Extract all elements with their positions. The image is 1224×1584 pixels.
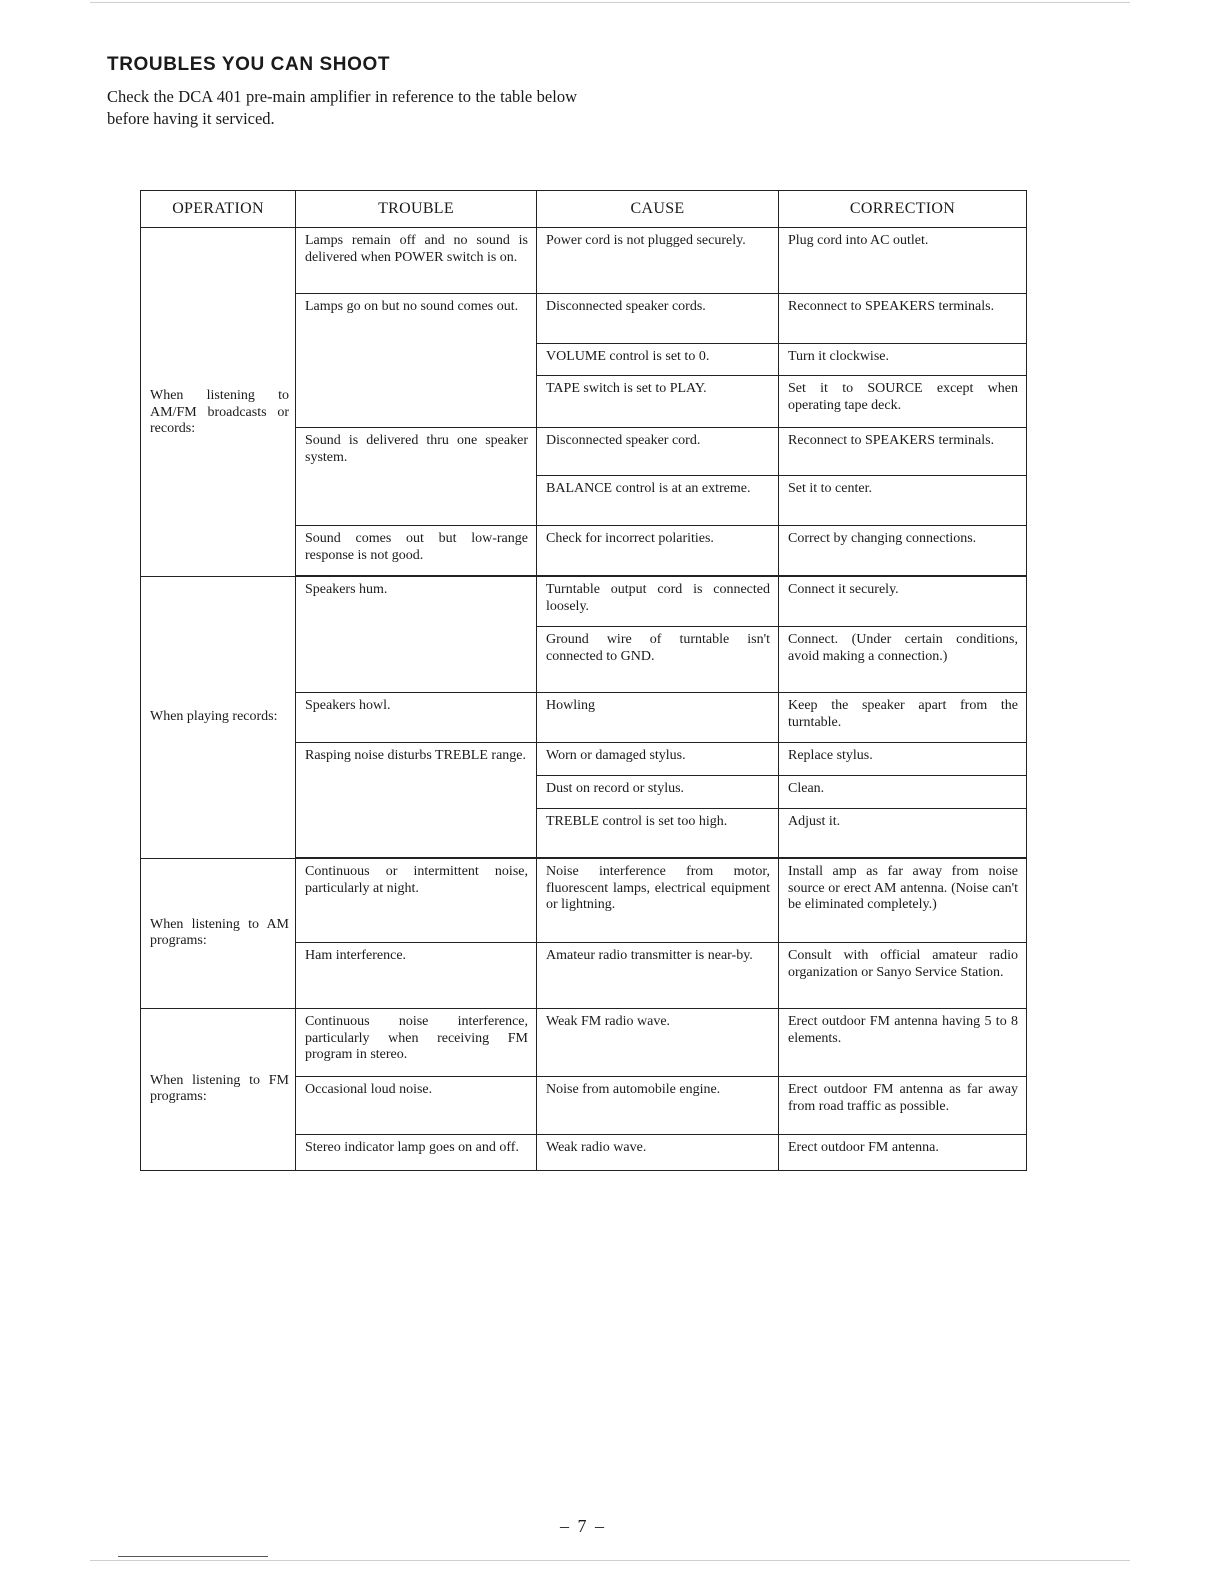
page-title: TROUBLES YOU CAN SHOOT <box>107 54 391 75</box>
intro-paragraph: Check the DCA 401 pre-main amplifier in reference to the table below before having it serviced. <box>107 87 577 128</box>
trouble-cell: Stereo indicator lamp goes on and off. <box>296 1135 537 1171</box>
correction-cell: Connect. (Under certain conditions, avoid making a connection.) <box>779 627 1027 693</box>
header-trouble: TROUBLE <box>296 191 537 228</box>
header-operation: OPERATION <box>141 191 296 228</box>
correction-cell: Reconnect to SPEAKERS terminals. <box>779 294 1027 344</box>
correction-cell: Connect it securely. <box>779 577 1027 627</box>
bottom-short-rule <box>118 1556 268 1557</box>
cause-cell: Disconnected speaker cords. <box>537 294 779 344</box>
cause-cell: Noise interference from motor, fluorescent lamps, electrical equipment or lightning. <box>537 859 779 943</box>
cause-cell: Disconnected speaker cord. <box>537 428 779 476</box>
top-rule <box>90 2 1130 3</box>
troubleshooting-table-container <box>140 190 1026 1171</box>
cause-cell: Check for incorrect polarities. <box>537 526 779 576</box>
cause-cell: Turntable output cord is connected loosely. <box>537 577 779 627</box>
cause-cell: Power cord is not plugged securely. <box>537 228 779 294</box>
cause-cell: Noise from automobile engine. <box>537 1077 779 1135</box>
header-cause: CAUSE <box>537 191 779 228</box>
operation-cell: When listening to AM/FM broadcasts or records: <box>141 228 296 577</box>
bottom-rule <box>90 1560 1130 1561</box>
header-correction: CORRECTION <box>779 191 1027 228</box>
cause-cell: TREBLE control is set too high. <box>537 809 779 858</box>
cause-cell: Worn or damaged stylus. <box>537 743 779 776</box>
trouble-cell: Speakers hum. <box>296 577 537 693</box>
trouble-cell: Sound is delivered thru one speaker system. <box>296 428 537 526</box>
table-row <box>141 228 1027 294</box>
trouble-cell: Continuous noise interference, particularly when receiving FM program in stereo. <box>296 1009 537 1077</box>
table-row <box>141 859 1027 943</box>
cause-cell: Howling <box>537 693 779 743</box>
correction-cell: Adjust it. <box>779 809 1027 858</box>
correction-cell: Keep the speaker apart from the turntable. <box>779 693 1027 743</box>
correction-cell: Erect outdoor FM antenna having 5 to 8 elements. <box>779 1009 1027 1077</box>
cause-cell: Weak radio wave. <box>537 1135 779 1171</box>
correction-cell: Install amp as far away from noise source or erect AM antenna. (Noise can't be eliminated completely.) <box>779 859 1027 943</box>
trouble-cell: Occasional loud noise. <box>296 1077 537 1135</box>
trouble-cell: Rasping noise disturbs TREBLE range. <box>296 743 537 858</box>
correction-cell: Reconnect to SPEAKERS terminals. <box>779 428 1027 476</box>
page-number: – 7 – <box>560 1516 606 1536</box>
cause-cell: Dust on record or stylus. <box>537 776 779 809</box>
correction-cell: Set it to SOURCE except when operating tape deck. <box>779 376 1027 428</box>
trouble-cell: Lamps go on but no sound comes out. <box>296 294 537 428</box>
correction-cell: Turn it clockwise. <box>779 344 1027 376</box>
correction-cell: Replace stylus. <box>779 743 1027 776</box>
correction-cell: Erect outdoor FM antenna. <box>779 1135 1027 1171</box>
trouble-cell: Continuous or intermittent noise, particularly at night. <box>296 859 537 943</box>
cause-cell: BALANCE control is at an extreme. <box>537 476 779 526</box>
correction-cell: Clean. <box>779 776 1027 809</box>
cause-cell: Ground wire of turntable isn't connected to GND. <box>537 627 779 693</box>
table-row <box>141 577 1027 627</box>
cause-cell: Weak FM radio wave. <box>537 1009 779 1077</box>
table-row <box>141 1009 1027 1077</box>
correction-cell: Correct by changing connections. <box>779 526 1027 576</box>
cause-cell: Amateur radio transmitter is near-by. <box>537 943 779 1009</box>
correction-cell: Consult with official amateur radio organization or Sanyo Service Station. <box>779 943 1027 1009</box>
trouble-cell: Ham interference. <box>296 943 537 1009</box>
operation-cell: When listening to FM programs: <box>141 1009 296 1171</box>
table-header-row <box>141 191 1027 228</box>
cause-cell: TAPE switch is set to PLAY. <box>537 376 779 428</box>
operation-cell: When playing records: <box>141 577 296 859</box>
trouble-cell: Sound comes out but low-range response is not good. <box>296 526 537 576</box>
operation-cell: When listening to AM programs: <box>141 859 296 1009</box>
trouble-cell: Lamps remain off and no sound is delivered when POWER switch is on. <box>296 228 537 294</box>
correction-cell: Plug cord into AC outlet. <box>779 228 1027 294</box>
troubleshooting-table <box>140 190 1027 1171</box>
cause-cell: VOLUME control is set to 0. <box>537 344 779 376</box>
trouble-cell: Speakers howl. <box>296 693 537 743</box>
correction-cell: Set it to center. <box>779 476 1027 526</box>
correction-cell: Erect outdoor FM antenna as far away from road traffic as possible. <box>779 1077 1027 1135</box>
